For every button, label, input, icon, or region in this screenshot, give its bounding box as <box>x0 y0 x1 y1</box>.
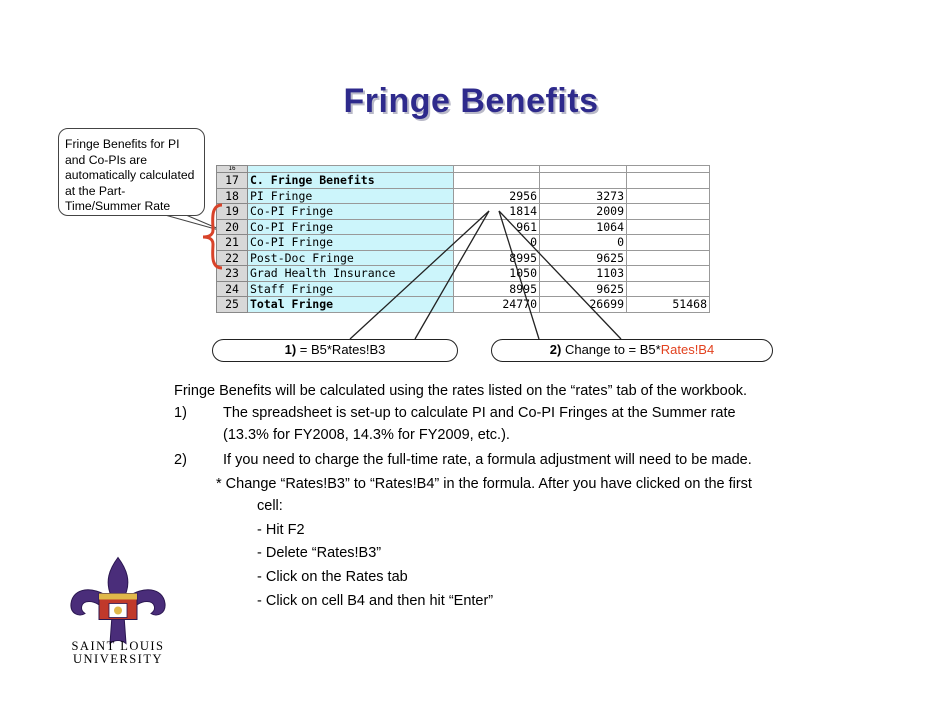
cell-value: 8995 <box>454 250 540 266</box>
row-label: Co-PI Fringe <box>248 204 454 220</box>
cell-value: 3273 <box>540 188 627 204</box>
pointer-line <box>499 211 539 339</box>
row-label: Co-PI Fringe <box>248 235 454 251</box>
pointer-line <box>415 211 489 339</box>
note-line-2: cell: <box>257 498 283 514</box>
row-number: 17 <box>217 173 248 189</box>
formula-1-text: = B5*Rates!B3 <box>296 342 386 357</box>
row-number: 21 <box>217 235 248 251</box>
row-number: 19 <box>217 204 248 220</box>
item-2-number: 2) <box>174 452 187 468</box>
row-number: 25 <box>217 297 248 313</box>
row-number: 23 <box>217 266 248 282</box>
cell-value: 1103 <box>540 266 627 282</box>
note-line-1: * Change “Rates!B3” to “Rates!B4” in the formula. After you have clicked on the first <box>216 476 752 492</box>
formula-2-prefix: 2) <box>549 342 562 357</box>
item-2-line-1: If you need to charge the full-time rate, a formula adjustment will need to be made. <box>223 452 752 468</box>
step-item: - Delete “Rates!B3” <box>257 545 382 561</box>
row-number: 22 <box>217 250 248 266</box>
row-label: Post-Doc Fringe <box>248 250 454 266</box>
cell-value: 0 <box>454 235 540 251</box>
university-name-line-2: UNIVERSITY <box>73 652 163 666</box>
row-number: 18 <box>217 188 248 204</box>
university-name-line-1: SAINT LOUIS <box>71 639 165 653</box>
formula-2-text: Change to = B5* <box>561 342 661 357</box>
bracket-icon <box>203 205 222 268</box>
cell-value: 961 <box>454 219 540 235</box>
row-label: Staff Fringe <box>248 281 454 297</box>
cell-value: 26699 <box>540 297 627 313</box>
step-item: - Click on cell B4 and then hit “Enter” <box>257 593 494 609</box>
cell-value: 0 <box>540 235 627 251</box>
slide-title: Fringe Benefits <box>343 82 599 120</box>
formula-note-2 <box>491 339 773 362</box>
row-label: C. Fringe Benefits <box>248 173 454 189</box>
formula-2-highlight: Rates!B4 <box>660 342 715 357</box>
formula-note-1 <box>212 339 458 362</box>
row-label: Total Fringe <box>248 297 454 313</box>
cell-value: 8995 <box>454 281 540 297</box>
row-label: Co-PI Fringe <box>248 219 454 235</box>
formula-1-prefix: 1) <box>284 342 297 357</box>
item-1-number: 1) <box>174 405 187 421</box>
item-1-line-2: (13.3% for FY2008, 14.3% for FY2009, etc.). <box>223 427 510 443</box>
cell-value: 24770 <box>454 297 540 313</box>
cell-value: 1064 <box>540 219 627 235</box>
row-number: 16 <box>217 166 248 173</box>
callout-bubble: Fringe Benefits for PI and Co-PIs are automatically calculated at the Part-Time/Summer Rate <box>58 128 205 216</box>
pointer-line <box>350 211 489 339</box>
cell-value: 2009 <box>540 204 627 220</box>
cell-value: 1050 <box>454 266 540 282</box>
intro-text: Fringe Benefits will be calculated using the rates listed on the “rates” tab of the workbook. <box>174 383 748 399</box>
row-number: 24 <box>217 281 248 297</box>
university-name <box>58 640 178 666</box>
cell-value: 1814 <box>454 204 540 220</box>
cell-value: 51468 <box>627 297 710 313</box>
cell-value: 9625 <box>540 281 627 297</box>
step-item: - Click on the Rates tab <box>257 569 408 585</box>
row-label: Grad Health Insurance <box>248 266 454 282</box>
cell-value: 9625 <box>540 250 627 266</box>
row-label: PI Fringe <box>248 188 454 204</box>
cell-value: 2956 <box>454 188 540 204</box>
row-number: 20 <box>217 219 248 235</box>
step-item: - Hit F2 <box>257 522 305 538</box>
item-1-line-1: The spreadsheet is set-up to calculate PI and Co-PI Fringes at the Summer rate <box>223 405 736 421</box>
pointer-line <box>499 211 621 339</box>
